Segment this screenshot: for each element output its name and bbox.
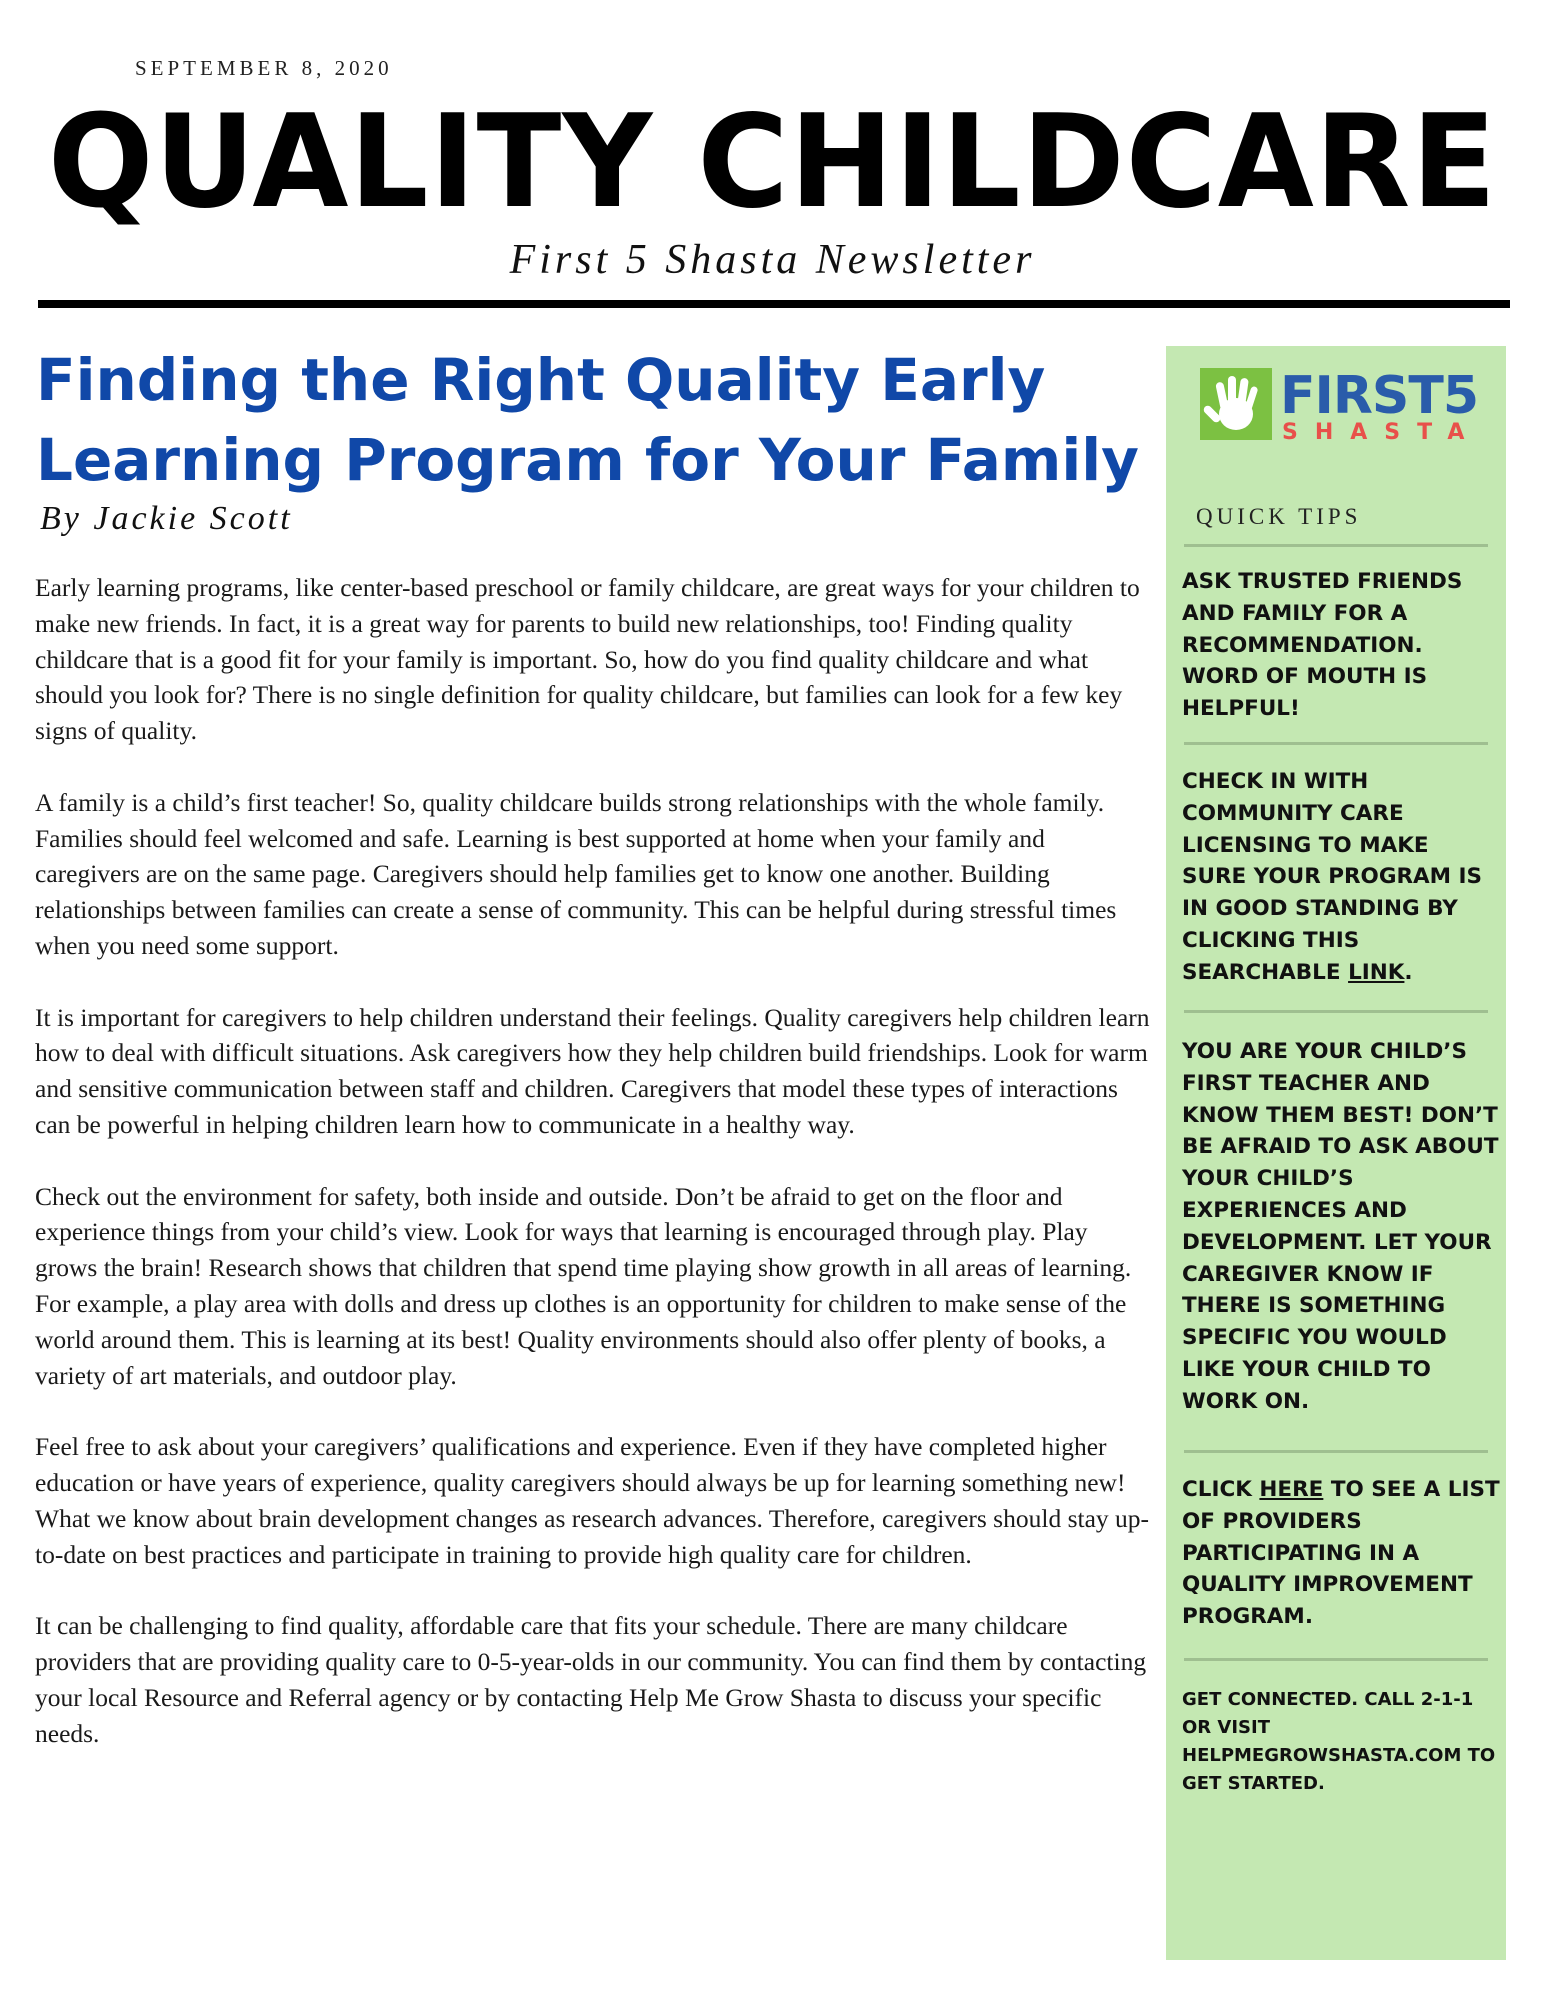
tip-licensing bbox=[1182, 766, 1500, 989]
article-paragraph: Early learning programs, like center-based preschool or family childcare, are great ways for your children to make new friends. In fact, it is a great way for parents to build new relationships, too! Finding quality childcare that is a good fit for your family is important. So, how do you find quality childcare and what should you look for? There is no single definition for quality childcare, but families can look for a few key signs of quality. bbox=[35, 573, 1140, 746]
first5-shasta-logo bbox=[1200, 368, 1490, 448]
newsletter-subtitle: First 5 Shasta Newsletter bbox=[509, 237, 1036, 283]
article-paragraph: A family is a child’s first teacher! So, quality childcare builds strong relationships with the whole family. Families should feel welcomed and safe. Learning is best supported at home when your family and caregivers are on the same page. Caregivers should help families get to know one another. Building relationships between families can create a sense of community. This can be helpful during stressful times when you need some support. bbox=[35, 787, 1117, 960]
tip-licensing-text: CHECK IN WITH COMMUNITY CARE LICENSING TO MAKE SURE YOUR PROGRAM IS IN GOOD STANDING BY CLICKING THIS SEARCHABLE bbox=[1182, 769, 1483, 985]
article-paragraph: Feel free to ask about your caregivers’ qualifications and experience. Even if they have completed higher education or have years of experience, quality caregivers should always be up for learning something new! What we know about brain development changes as research advances. Therefore, caregivers should stay up-to-date on best practices and participate in training to provide high quality care for children. bbox=[35, 1432, 1150, 1569]
licensing-link[interactable]: LINK bbox=[1348, 959, 1405, 985]
logo-shasta-text: SHASTA bbox=[1282, 420, 1482, 445]
quick-tips-heading: QUICK TIPS bbox=[1196, 504, 1362, 529]
headline-line-1: Finding the Right Quality Early bbox=[36, 346, 1046, 414]
tip-providers-text: TO SEE A LIST OF PROVIDERS PARTICIPATING IN A QUALITY IMPROVEMENT PROGRAM. bbox=[1182, 1477, 1500, 1630]
tips-divider bbox=[1184, 544, 1488, 547]
tips-divider bbox=[1184, 742, 1488, 745]
tips-divider bbox=[1184, 1010, 1488, 1013]
newsletter-date: SEPTEMBER 8, 2020 bbox=[135, 56, 393, 80]
header-rule bbox=[38, 300, 1510, 308]
article-byline: By Jackie Scott bbox=[40, 500, 293, 537]
providers-here-link[interactable]: HERE bbox=[1259, 1477, 1324, 1502]
tip-get-connected: GET CONNECTED. CALL 2-1-1 OR VISIT HELPMEGROWSHASTA.COM TO GET STARTED. bbox=[1182, 1689, 1496, 1794]
article-paragraph: Check out the environment for safety, both inside and outside. Don’t be afraid to get on the floor and experience things from your child’s view. Look for ways that learning is encouraged through play. Play grows the brain! Research shows that children that spend time playing show growth in all areas of learning. For example, a play area with dolls and dress up clothes is an opportunity for children to make sense of the world around them. This is learning at its best! Quality environments should also offer plenty of books, a variety of art materials, and outdoor play. bbox=[35, 1181, 1132, 1390]
article-body bbox=[35, 570, 1155, 1787]
hand-print-icon bbox=[1200, 368, 1272, 440]
tip-providers bbox=[1182, 1474, 1500, 1633]
tips-divider bbox=[1184, 1450, 1488, 1453]
tip-licensing-end: . bbox=[1404, 959, 1413, 985]
tip-providers-start: CLICK bbox=[1182, 1477, 1252, 1502]
headline-line-2: Learning Program for Your Family bbox=[36, 426, 1139, 494]
quick-tips-sidebar bbox=[1166, 346, 1506, 1960]
logo-first5-text: FIRST5 bbox=[1280, 366, 1479, 426]
tip-ask-friends: ASK TRUSTED FRIENDS AND FAMILY FOR A RECOMMENDATION. WORD OF MOUTH IS HELPFUL! bbox=[1182, 569, 1463, 722]
article-paragraph: It can be challenging to find quality, affordable care that fits your schedule. There are many childcare providers that are providing quality care to 0-5-year-olds in our community. You can find them by contacting your local Resource and Referral agency or by contacting Help Me Grow Shasta to discuss your specific needs. bbox=[35, 1611, 1147, 1748]
article-headline bbox=[36, 340, 1156, 500]
masthead-title: QUALITY CHILDCARE bbox=[47, 88, 1498, 237]
tips-divider bbox=[1184, 1658, 1488, 1661]
article-paragraph: It is important for caregivers to help children understand their feelings. Quality caregivers help children learn how to deal with difficult situations. Ask caregivers how they help children build friendships. Look for warm and sensitive communication between staff and children. Caregivers that model these types of interactions can be powerful in helping children learn how to communicate in a healthy way. bbox=[35, 1002, 1150, 1139]
tip-first-teacher: YOU ARE YOUR CHILD’S FIRST TEACHER AND KNOW THEM BEST! DON’T BE AFRAID TO ASK ABOUT YOUR CHILD’S EXPERIENCES AND DEVELOPMENT. LET YOUR CAREGIVER KNOW IF THERE IS SOMETHING SPECIFIC YOU WOULD LIKE YOUR CHILD TO WORK ON. bbox=[1182, 1039, 1499, 1414]
